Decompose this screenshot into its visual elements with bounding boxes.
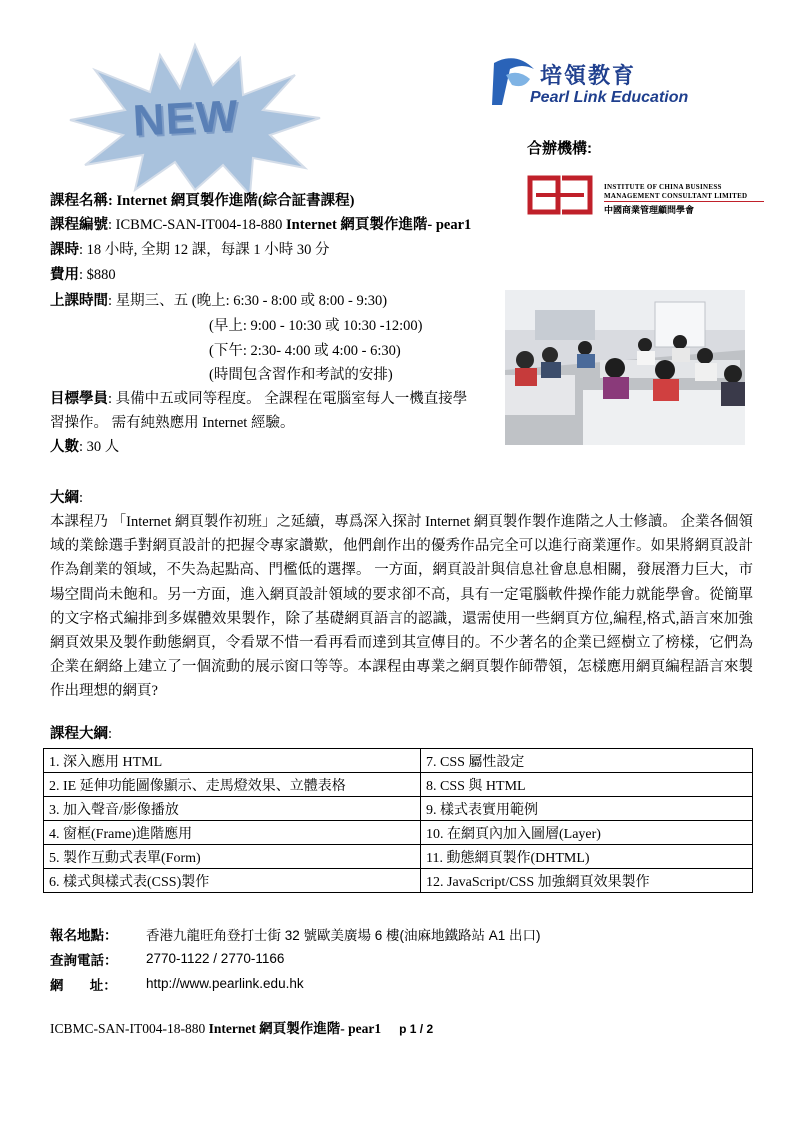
- contact-row-phone: [50, 946, 541, 971]
- target-value-1: : 具備中五或同等程度。 全課程在電腦室每人一機直接學: [108, 391, 468, 407]
- outline-paragraph: 本課程乃 「Internet 網頁製作初班」之延續，專爲深入探討 Internet 網頁製作製作進階之人士修讀。 企業各個領域的業餘選手對網頁設計的把握令專家讚歎，他們創作出的優秀作品完全可以進行商業運作。如果將網頁設計作為創業的領域，不失為起點高、門檻低的選擇。 一方面，網頁設計與信息社會息息相關，發展潛力巨大，市場空間尚未飽和。另一方面，進入網頁設計領域的要求卻不高，具有一定電腦軟件操作能力就能學會。從簡單的文字格式編排到多媒體效果製作，除了基礎網頁語言的認識，還需使用一些網頁方位,編程,格式,語言來加強網頁效果及製作動態網頁，令看眾不惜一看再看而達到其宣傳目的。不少著名的企業已經樹立了榜樣，它們為企業在網絡上建立了一個流動的展示窗口等等。本課程由專業之網頁製作師帶領，怎樣應用網頁編程語言來製作出理想的網頁?: [50, 514, 753, 700]
- table-row: [44, 749, 753, 773]
- new-badge-text: NEW: [131, 91, 240, 146]
- syllabus-item: 1. 深入應用 HTML: [44, 749, 421, 773]
- count-value: : 30 人: [79, 439, 120, 455]
- syllabus-item: 4. 窗框(Frame)進階應用: [44, 821, 421, 845]
- footer-title: Internet 網頁製作進階- pear1: [208, 1021, 382, 1036]
- course-code-label: 課程編號: [50, 217, 108, 233]
- schedule-line-3: (下午: 2:30- 4:00 或 4:00 - 6:30): [209, 343, 401, 359]
- count-label: 人數: [50, 439, 79, 455]
- target-label: 目標學員: [50, 391, 108, 407]
- schedule-value-1: : 星期三、五 (晚上: 6:30 - 8:00 或 8:00 - 9:30): [108, 293, 388, 309]
- course-name-label: 課程名稱: [50, 193, 108, 209]
- syllabus-item: 3. 加入聲音/影像播放: [44, 797, 421, 821]
- classroom-photo: [505, 290, 745, 445]
- pearl-link-logo: [488, 55, 728, 115]
- table-row: [44, 869, 753, 893]
- address-label: 報名地點：: [50, 927, 118, 943]
- syllabus-item: 7. CSS 屬性設定: [421, 749, 753, 773]
- logo-english: Pearl Link Education: [530, 89, 689, 106]
- syllabus-table: [43, 748, 753, 893]
- co-organizer-name-zh: 中國商業管理顧問學會: [604, 205, 695, 215]
- footer-code: ICBMC-SAN-IT004-18-880: [50, 1021, 209, 1036]
- outline-heading: 大綱: [50, 490, 79, 506]
- count-line: [50, 436, 119, 458]
- syllabus-item: 10. 在網頁內加入圖層(Layer): [421, 821, 753, 845]
- syllabus-heading-colon: :: [108, 726, 113, 742]
- schedule-line-2: (早上: 9:00 - 10:30 或 10:30 -12:00): [209, 318, 423, 334]
- contact-row-web: [50, 971, 541, 996]
- course-hours-value: : 18 小時, 全期 12 課，每課 1 小時 30 分: [79, 242, 330, 258]
- co-organizer-logo: [520, 170, 780, 225]
- table-row: [44, 845, 753, 869]
- course-fee-label: 費用: [50, 267, 79, 283]
- co-organizer-divider: [604, 201, 764, 202]
- schedule-line-1: [50, 290, 387, 312]
- course-name-value: : Internet 網頁製作進階(綜合証書課程): [108, 193, 355, 209]
- syllabus-item: 11. 動態網頁製作(DHTML): [421, 845, 753, 869]
- course-hours-label: 課時: [50, 242, 79, 258]
- target-line-1: [50, 388, 467, 410]
- address-value: 香港九龍旺角登打士街 32 號歐美廣場 6 樓(油麻地鐵路站 A1 出口): [146, 927, 541, 943]
- table-row: [44, 773, 753, 797]
- outline-heading-colon: :: [79, 490, 84, 506]
- logo-chinese: 培領教育: [540, 63, 637, 88]
- syllabus-heading-line: [50, 723, 112, 745]
- course-fee-value: : $880: [79, 267, 116, 283]
- course-code-line: [50, 214, 471, 236]
- target-line-2: 習操作。 需有純熟應用 Internet 經驗。: [50, 415, 295, 431]
- contact-row-address: [50, 921, 541, 946]
- course-fee-line: [50, 264, 116, 286]
- syllabus-heading: 課程大綱: [50, 726, 108, 742]
- icbmc-logo-icon: [520, 170, 600, 220]
- footer: [50, 1018, 433, 1040]
- course-hours-line: [50, 239, 330, 261]
- syllabus-item: 6. 樣式與樣式表(CSS)製作: [44, 869, 421, 893]
- footer-page: p 1 / 2: [399, 1022, 434, 1036]
- web-link[interactable]: http://www.pearlink.edu.hk: [146, 976, 304, 991]
- course-code-title: Internet 網頁製作進階- pear1: [286, 217, 472, 233]
- syllabus-item: 8. CSS 與 HTML: [421, 773, 753, 797]
- new-badge: [65, 40, 325, 200]
- syllabus-item: 12. JavaScript/CSS 加強網頁效果製作: [421, 869, 753, 893]
- course-code-value: : ICBMC-SAN-IT004-18-880: [108, 217, 287, 233]
- table-row: [44, 821, 753, 845]
- phone-value: 2770-1122 / 2770-1166: [146, 951, 285, 966]
- outline-heading-line: [50, 487, 83, 509]
- course-name-line: [50, 190, 354, 212]
- co-organizer-label: 合辦機構:: [527, 140, 592, 157]
- syllabus-item: 9. 樣式表實用範例: [421, 797, 753, 821]
- syllabus-item: 2. IE 延伸功能圖像顯示、走馬燈效果、立體表格: [44, 773, 421, 797]
- contact-info: [50, 921, 541, 996]
- co-organizer-name-en-1: INSTITUTE OF CHINA BUSINESS: [604, 183, 722, 191]
- schedule-line-4: (時間包含習作和考試的安排): [209, 367, 393, 383]
- phone-label: 查詢電話：: [50, 952, 118, 968]
- syllabus-item: 5. 製作互動式表單(Form): [44, 845, 421, 869]
- co-organizer-name-en-2: MANAGEMENT CONSULTANT LIMITED: [604, 192, 748, 200]
- table-row: [44, 797, 753, 821]
- schedule-label: 上課時間: [50, 293, 108, 309]
- web-label: 網 址：: [50, 977, 117, 993]
